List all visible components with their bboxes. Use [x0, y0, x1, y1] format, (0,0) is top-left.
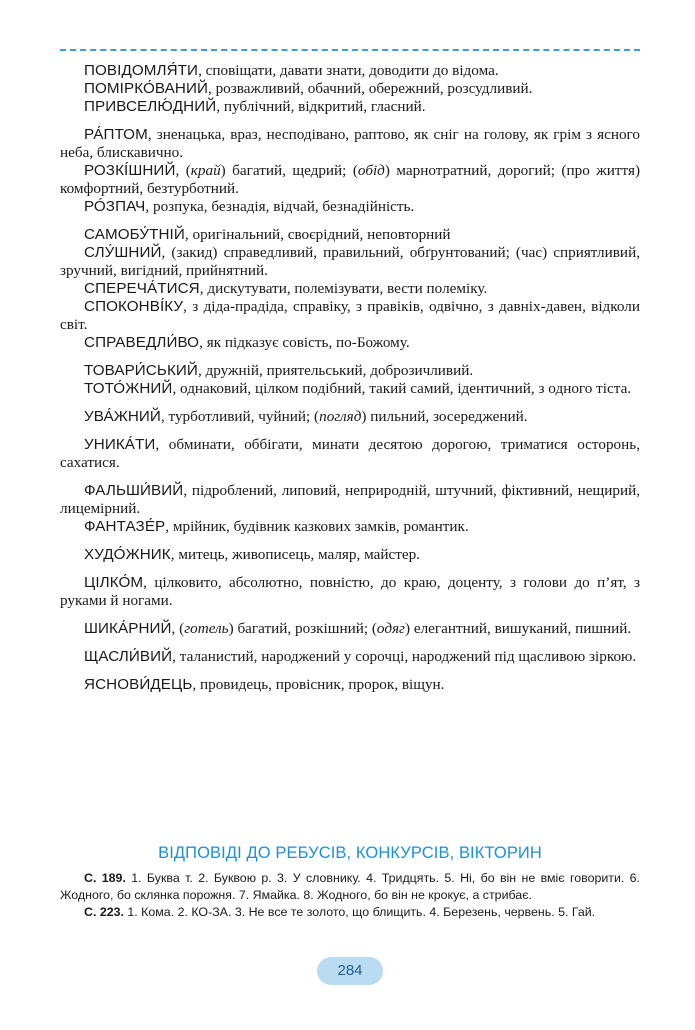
- synonyms-text: , оригінальний, своєрідний, неповторний: [184, 226, 451, 243]
- dictionary-entry: [60, 80, 640, 98]
- headword: ФАНТАЗЕ́Р: [84, 518, 166, 535]
- headword: РОЗКІ́ШНИЙ: [84, 162, 176, 179]
- synonyms-text: , (: [175, 162, 191, 179]
- synonyms-text: , турботливий, чуйний; (: [160, 408, 320, 425]
- answer-text: 1. Кома. 2. КО-ЗА. 3. Не все те золото, що блищить. 4. Березень, червень. 5. Гай.: [123, 905, 596, 919]
- entry-group: [60, 126, 640, 216]
- synonyms-text: , цілковито, абсолютно, повністю, до краю, доценту, з голови до п’ят, з руками й ногами.: [60, 574, 640, 609]
- headword: ТОВАРИ́СЬКИЙ: [84, 362, 198, 379]
- context-note: готель: [184, 620, 229, 637]
- headword: ТОТО́ЖНИЙ: [84, 380, 173, 397]
- synonyms-text: , підроблений, липовий, неприродній, штучний, фіктивний, нещирий, лицемірний.: [60, 482, 640, 517]
- entry-group: [60, 482, 640, 536]
- dictionary-entry: [60, 62, 640, 80]
- dictionary-entry: [60, 244, 640, 280]
- headword: ЯСНОВИ́ДЕЦЬ: [84, 676, 193, 693]
- synonyms-text: , митець, живописець, маляр, майстер.: [170, 546, 420, 563]
- synonyms-text: ) елегантний, вишуканий, пишний.: [404, 620, 632, 637]
- headword: ХУДО́ЖНИК: [84, 546, 171, 563]
- synonyms-text: , публічний, відкритий, гласний.: [216, 98, 426, 115]
- page-number: 284: [317, 957, 383, 985]
- headword: РО́ЗПАЧ: [84, 198, 146, 215]
- headword: ПОВІДОМЛЯ́ТИ: [84, 62, 199, 79]
- headword: УНИКА́ТИ: [84, 436, 156, 453]
- headword: ФАЛЬШИ́ВИЙ: [84, 482, 184, 499]
- headword: ПОМІРКО́ВАНИЙ: [84, 80, 208, 97]
- answers-heading: ВІДПОВІДІ ДО РЕБУСІВ, КОНКУРСІВ, ВІКТОРИН: [158, 844, 542, 862]
- dictionary-entry: [60, 482, 640, 518]
- answer-text: 1. Буква т. 2. Буквою р. 3. У словнику. 4. Тридцять. 5. Ні, бо він не вміє говорити. 6. Жодного, бо склянка порожня. 7. Ямайка. 8. Жодного, бо він не крокує, а стрибає.: [60, 871, 640, 902]
- synonyms-text: , дружній, приятельський, доброзичливий.: [197, 362, 474, 379]
- synonyms-text: , дискутувати, полемізувати, вести полеміку.: [199, 280, 488, 297]
- answers-block: [60, 870, 640, 921]
- entry-group: [60, 676, 640, 694]
- synonyms-text: , зненацька, враз, несподівано, раптово, як сніг на голову, як грім з ясного неба, блискавично.: [60, 126, 640, 161]
- answer-paragraph: [60, 870, 640, 904]
- synonyms-text: , провидець, провісник, пророк, віщун.: [192, 676, 445, 693]
- synonyms-text: , (закид) справедливий, правильний, обґрунтований; (час) сприятливий, зручний, вигідний, прийнятний.: [60, 244, 640, 279]
- dictionary-entry: [60, 334, 640, 352]
- entry-group: [60, 620, 640, 638]
- synonyms-text: , розважливий, обачний, обережний, розсудливий.: [207, 80, 533, 97]
- dictionary-entry: [60, 362, 640, 380]
- context-note: край: [190, 162, 221, 179]
- entry-group: [60, 362, 640, 398]
- headword: ЩАСЛИ́ВИЙ: [84, 648, 173, 665]
- dictionary-entry: [60, 162, 640, 198]
- entry-group: [60, 574, 640, 610]
- synonyms-text: , (: [171, 620, 185, 637]
- dictionary-entry: [60, 546, 640, 564]
- headword: СЛУ́ШНИЙ: [84, 244, 162, 261]
- headword: СПОКОНВІ́КУ: [84, 298, 184, 315]
- synonyms-text: ) марнотратний, дорогий; (про життя) комфортний, безтурботний.: [60, 162, 640, 197]
- entry-group: [60, 226, 640, 352]
- dictionary-entry: [60, 620, 640, 638]
- context-note: одяг: [376, 620, 405, 637]
- synonyms-text: , обминати, оббігати, минати десятою дорогою, триматися осторонь, сахатися.: [60, 436, 640, 471]
- dictionary-entry: [60, 298, 640, 334]
- entry-group: [60, 62, 640, 116]
- dictionary-entry: [60, 98, 640, 116]
- context-note: погляд: [319, 408, 362, 425]
- headword: ПРИВСЕЛЮ́ДНИЙ: [84, 98, 217, 115]
- synonyms-text: , розпука, безнадія, відчай, безнадійність.: [145, 198, 415, 215]
- headword: ШИКА́РНИЙ: [84, 620, 172, 637]
- headword: САМОБУ́ТНІЙ: [84, 226, 185, 243]
- top-dashed-rule: [60, 49, 640, 51]
- synonyms-text: ) багатий, щедрий; (: [220, 162, 358, 179]
- answer-ref: С. 189.: [84, 871, 126, 885]
- dictionary-entries: [60, 62, 640, 704]
- answer-ref: С. 223.: [84, 905, 124, 919]
- synonyms-text: , мрійник, будівник казкових замків, романтик.: [165, 518, 469, 535]
- synonyms-text: , таланистий, народжений у сорочці, народжений під щасливою зіркою.: [172, 648, 637, 665]
- headword: ЦІЛКО́М: [84, 574, 144, 591]
- dictionary-entry: [60, 126, 640, 162]
- answer-paragraph: [60, 904, 640, 921]
- headword: СПРАВЕДЛИ́ВО: [84, 334, 200, 351]
- dictionary-entry: [60, 676, 640, 694]
- synonyms-text: , сповіщати, давати знати, доводити до відома.: [198, 62, 499, 79]
- dictionary-entry: [60, 380, 640, 398]
- dictionary-entry: [60, 518, 640, 536]
- dictionary-entry: [60, 574, 640, 610]
- dictionary-entry: [60, 648, 640, 666]
- dictionary-entry: [60, 226, 640, 244]
- synonyms-text: , з діда-прадіда, справіку, з правіків, одвічно, з давніх-давен, відколи світ.: [60, 298, 640, 333]
- headword: РА́ПТОМ: [84, 126, 148, 143]
- dictionary-entry: [60, 280, 640, 298]
- entry-group: [60, 408, 640, 426]
- headword: СПЕРЕЧА́ТИСЯ: [84, 280, 200, 297]
- entry-group: [60, 436, 640, 472]
- synonyms-text: , однаковий, цілком подібний, такий самий, ідентичний, з одного тіста.: [172, 380, 632, 397]
- dictionary-entry: [60, 198, 640, 216]
- entry-group: [60, 546, 640, 564]
- entry-group: [60, 648, 640, 666]
- headword: УВА́ЖНИЙ: [84, 408, 161, 425]
- dictionary-entry: [60, 436, 640, 472]
- synonyms-text: ) пильний, зосереджений.: [361, 408, 528, 425]
- synonyms-text: ) багатий, розкішний; (: [228, 620, 377, 637]
- context-note: обід: [357, 162, 385, 179]
- dictionary-entry: [60, 408, 640, 426]
- synonyms-text: , як підказує совість, по-Божому.: [199, 334, 410, 351]
